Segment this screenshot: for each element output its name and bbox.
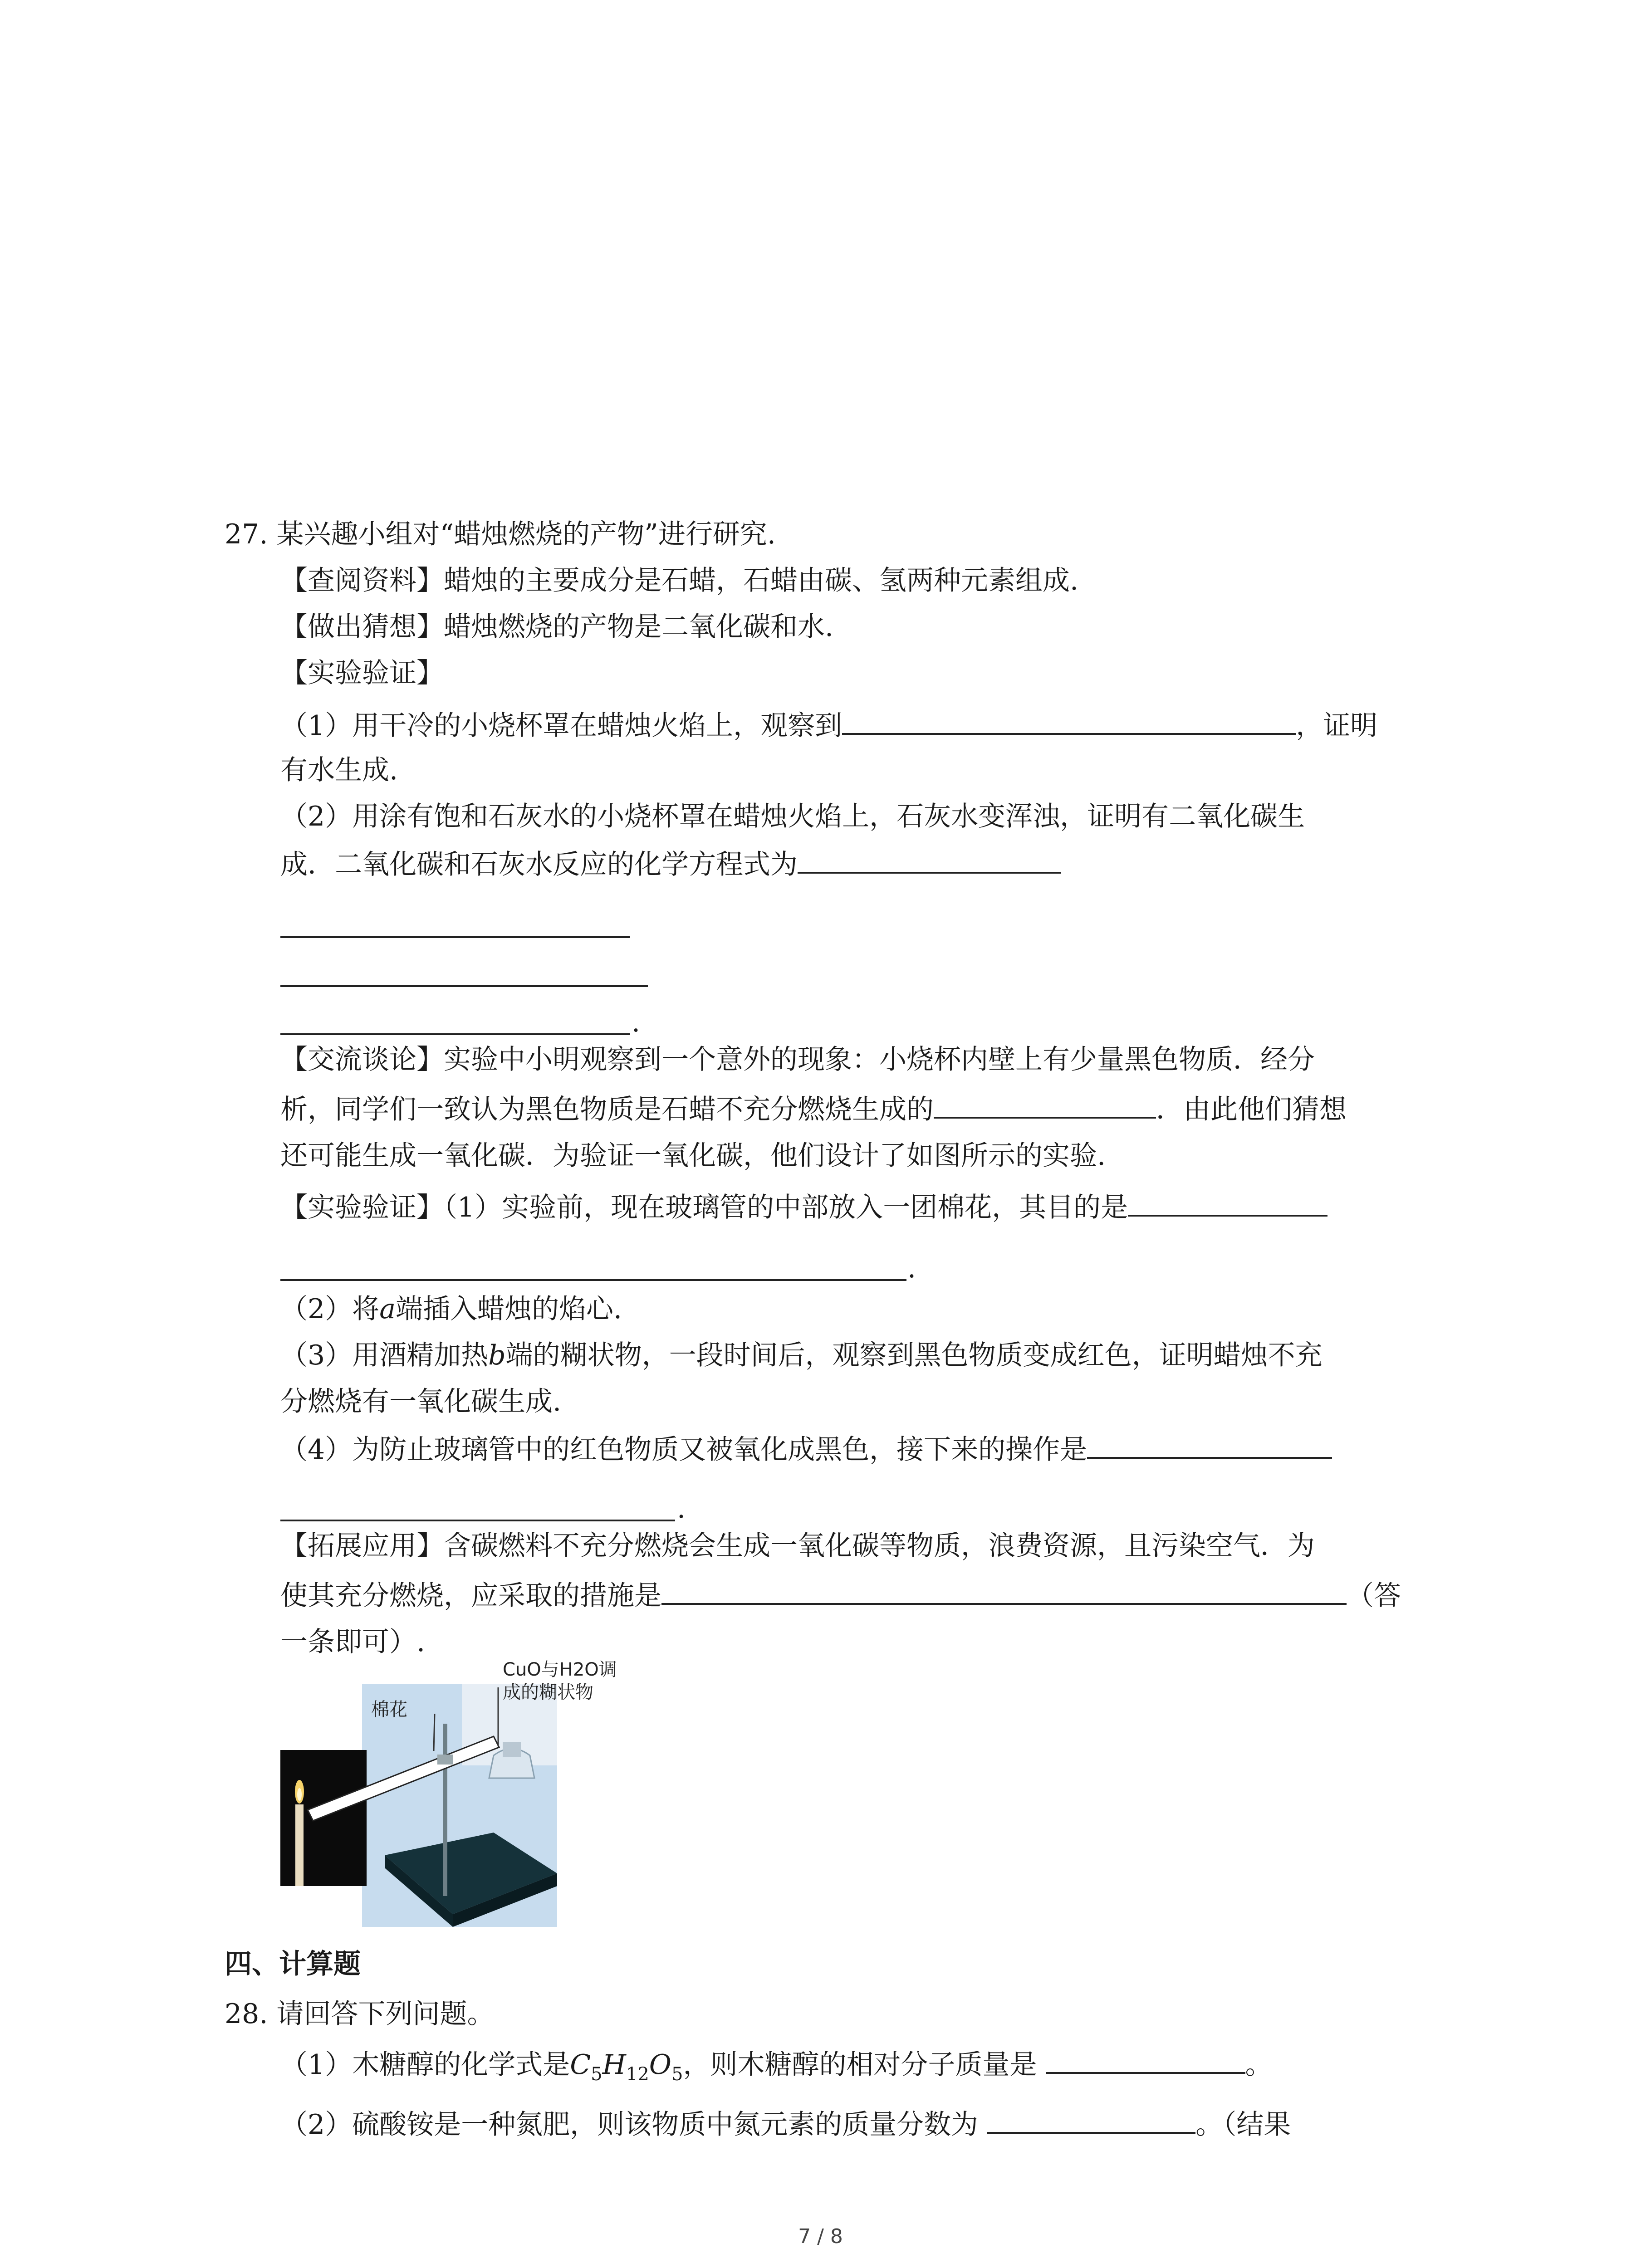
answer-blank-2c[interactable] (280, 985, 648, 987)
pointer-line (434, 1714, 435, 1751)
formula-c: C (570, 2049, 591, 2081)
q27-extension-line1: 【拓展应用】含碳燃料不充分燃烧会生成一氧化碳等物质，浪费资源，且污染空气．为 (280, 1530, 1315, 1562)
part2-tail: 。（结果 (1195, 2109, 1291, 2141)
period-mark: . (677, 1493, 686, 1525)
formula-o: O (649, 2049, 671, 2081)
formula-sub: 5 (671, 2064, 683, 2085)
q27-part1-line2: 有水生成. (280, 754, 398, 786)
experiment-figure (280, 1660, 625, 1928)
var-b: b (488, 1339, 506, 1371)
q28-part2 (280, 2105, 1291, 2143)
q27-part1-tail: ，证明 (1296, 710, 1378, 742)
q27-discuss-line2 (280, 1090, 1347, 1128)
formula-sub: 12 (626, 2064, 649, 2085)
paste-label-line2: 成的糊状物 (503, 1682, 593, 1703)
extension-tail: （答 (1347, 1580, 1401, 1612)
q27-verify-head: 【实验验证】 (280, 657, 444, 689)
section-title: 四、计算题 (225, 1948, 361, 1980)
q27-discuss-line3: 还可能生成一氧化碳．为验证一氧化碳，他们设计了如图所示的实验. (280, 1140, 1106, 1172)
q27-verify2-text: 【实验验证】（1）实验前，现在玻璃管的中部放入一团棉花，其目的是 (280, 1192, 1128, 1223)
q27-verify2-step4 (280, 1430, 1332, 1468)
q27-discuss-tail: ．由此他们猜想 (1156, 1094, 1347, 1125)
page-number: 7 / 8 (798, 2225, 843, 2248)
answer-blank-4b[interactable] (280, 1279, 906, 1281)
step3-text: （3）用酒精加热 (280, 1339, 489, 1371)
candle-photo (280, 1750, 367, 1886)
q27-verify2-step3-line2: 分燃烧有一氧化碳生成. (280, 1386, 562, 1418)
clamp (437, 1755, 453, 1765)
q27-discuss-text: 析，同学们一致认为黑色物质是石蜡不充分燃烧生成的 (280, 1094, 934, 1125)
lamp-cap (503, 1742, 521, 1757)
answer-blank-4[interactable] (1128, 1188, 1327, 1217)
formula-h: H (602, 2049, 626, 2081)
q27-discuss-line1: 【交流谈论】实验中小明观察到一个意外的现象：小烧杯内壁上有少量黑色物质．经分 (280, 1044, 1315, 1075)
part1-text: （1）木糖醇的化学式是 (280, 2049, 570, 2081)
q28-stem: 28. 请回答下列问题。 (225, 1998, 495, 2030)
answer-blank-1[interactable] (842, 706, 1296, 735)
q27-part2-line2 (280, 845, 1061, 883)
cotton-label: 棉花 (371, 1699, 407, 1720)
answer-blank-5[interactable] (1087, 1430, 1332, 1459)
answer-blank-8[interactable] (987, 2105, 1195, 2134)
answer-blank-2b[interactable] (280, 936, 630, 938)
q27-part1-text: （1）用干冷的小烧杯罩在蜡烛火焰上，观察到 (280, 710, 843, 742)
paste-label-line1: CuO与H2O调 (503, 1659, 617, 1680)
period-mark: . (907, 1252, 916, 1284)
q27-part2-line1: （2）用涂有饱和石灰水的小烧杯罩在蜡烛火焰上，石灰水变浑浊，证明有二氧化碳生 (280, 801, 1305, 832)
q27-guess: 【做出猜想】蜡烛燃烧的产物是二氧化碳和水. (280, 611, 834, 643)
step3-tail: 端的糊状物，一段时间后，观察到黑色物质变成红色，证明蜡烛不充 (505, 1339, 1323, 1371)
q28-part1 (280, 2045, 1273, 2092)
step4-text: （4）为防止玻璃管中的红色物质又被氧化成黑色，接下来的操作是 (280, 1434, 1087, 1466)
part1-end: 。 (1245, 2049, 1273, 2081)
step2-tail: 端插入蜡烛的焰心. (395, 1293, 622, 1325)
answer-blank-5b[interactable] (280, 1520, 675, 1521)
step2-text: （2）将 (280, 1293, 380, 1325)
q27-stem: 27. 某兴趣小组对“蜡烛燃烧的产物”进行研究. (225, 518, 776, 550)
q27-extension-line3: 一条即可）. (280, 1626, 426, 1658)
flame-core (297, 1788, 302, 1801)
q27-part1-line1 (280, 706, 1377, 744)
answer-blank-2d[interactable] (280, 1033, 630, 1035)
q27-verify2-line1 (280, 1188, 1327, 1226)
q27-extension-line2 (280, 1576, 1401, 1614)
part2-text: （2）硫酸铵是一种氮肥，则该物质中氮元素的质量分数为 (280, 2109, 979, 2141)
q27-verify2-step2 (280, 1291, 622, 1327)
q27-verify2-step3 (280, 1337, 1323, 1374)
extension-text: 使其充分燃烧，应采取的措施是 (280, 1580, 661, 1612)
formula-sub: 5 (591, 2064, 603, 2085)
stand-rod (443, 1724, 447, 1896)
var-a: a (379, 1293, 396, 1325)
answer-blank-3[interactable] (934, 1090, 1156, 1119)
period-mark: . (632, 1007, 641, 1038)
answer-blank-7[interactable] (1046, 2045, 1245, 2074)
part1-tail: ，则木糖醇的相对分子质量是 (683, 2049, 1037, 2081)
q27-part2-text: 成．二氧化碳和石灰水反应的化学方程式为 (280, 849, 798, 880)
answer-blank-6[interactable] (661, 1576, 1347, 1605)
answer-blank-2[interactable] (798, 845, 1061, 874)
q27-info: 【查阅资料】蜡烛的主要成分是石蜡，石蜡由碳、氢两种元素组成. (280, 565, 1079, 596)
candle-body (295, 1804, 304, 1886)
